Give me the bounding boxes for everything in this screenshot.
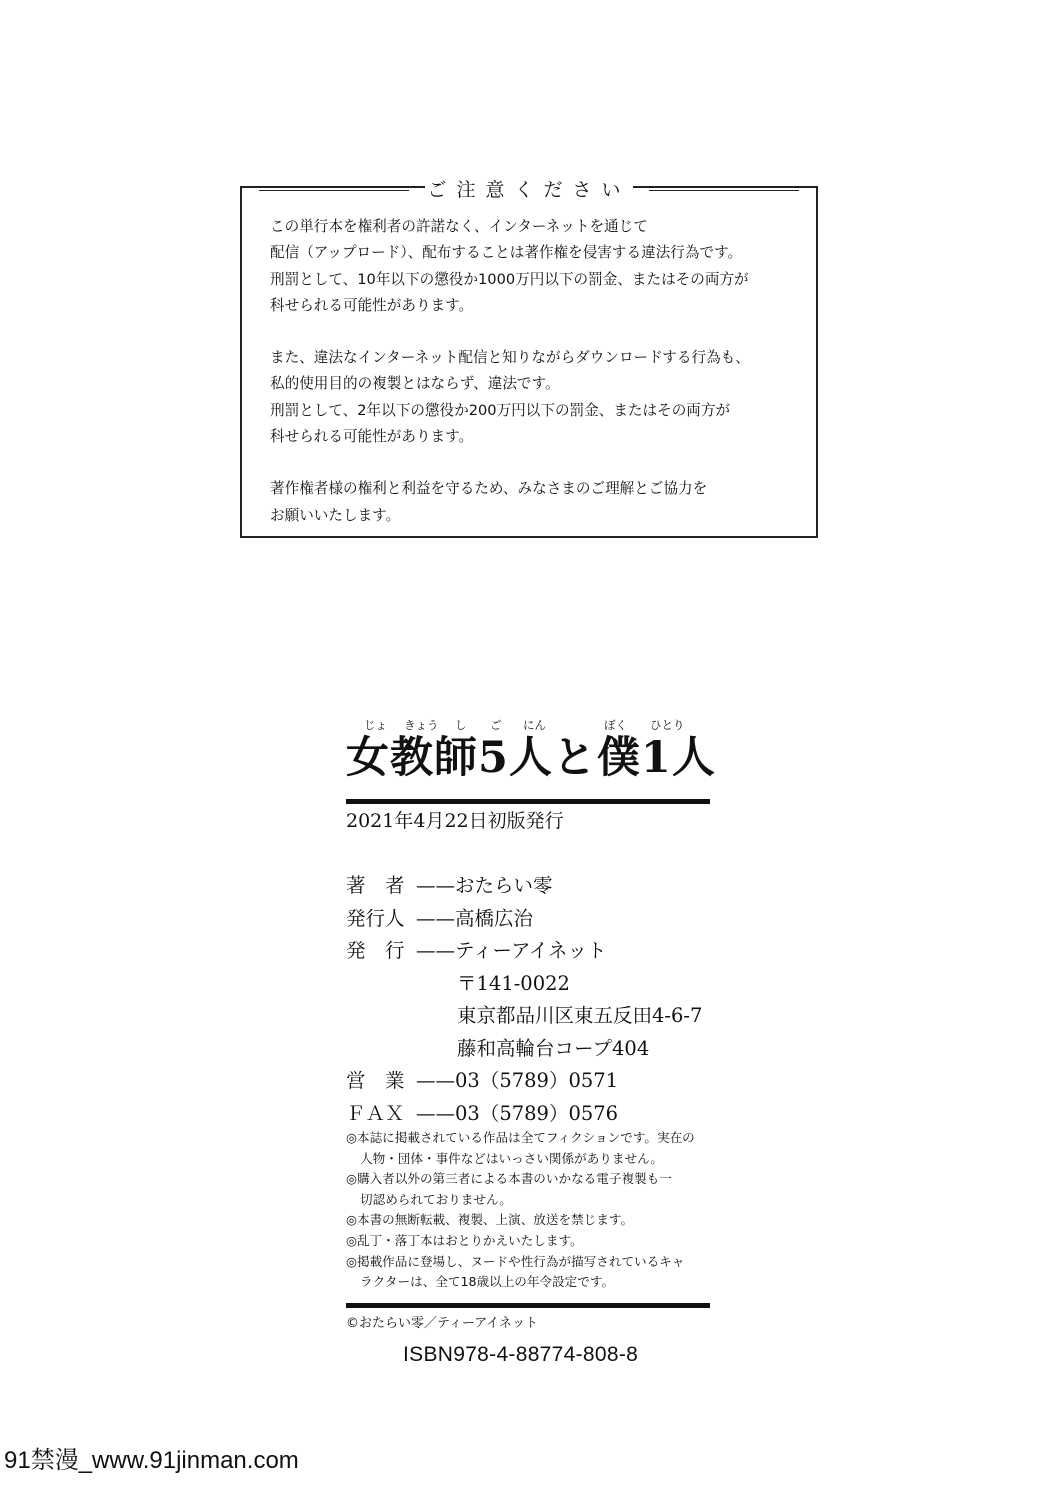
- ruby-text: じょ: [364, 718, 387, 732]
- notice-line: 刑罰として、2年以下の懲役か200万円以下の罰金、またはその両方が: [270, 401, 731, 419]
- credit-dash: ——: [416, 1101, 455, 1125]
- ruby-text: し: [455, 718, 467, 732]
- ruby-text: きょう: [404, 718, 439, 732]
- ruby-text: ぼく: [604, 718, 627, 732]
- credit-value: ティーアイネット: [455, 939, 607, 962]
- title-double-rule-left: [259, 186, 409, 191]
- credit-sales: [346, 1065, 702, 1098]
- notice-line: お願いいたします。: [270, 506, 401, 524]
- credit-value: 高橋広治: [455, 906, 534, 930]
- note-line: ◎掲載作品に登場し、ヌードや性行為が描写されているキャ: [346, 1253, 685, 1269]
- credits: [346, 870, 702, 1130]
- notice-box: [240, 178, 818, 538]
- note-line: 人物・団体・事件などはいっさい関係がありません。: [360, 1150, 664, 1166]
- notice-body: [270, 214, 800, 529]
- legal-notes: [346, 1128, 695, 1293]
- credit-dash: ——: [416, 874, 455, 897]
- notice-line: 著作権者様の権利と利益を守るため、みなさまのご理解とご協力を: [270, 480, 708, 498]
- notice-line: 科せられる可能性があります。: [270, 296, 474, 314]
- notice-line: 科せられる可能性があります。: [270, 428, 474, 446]
- ruby-text: ひとり: [650, 718, 685, 732]
- credit-label: ＦＡＸ: [346, 1101, 405, 1125]
- publication-date: 2021年4月22日初版発行: [346, 810, 564, 832]
- credit-address-1: 東京都品川区東五反田4-6-7: [457, 1004, 703, 1027]
- note-line: ◎購入者以外の第三者による本書のいかなる電子複製も一: [346, 1171, 672, 1187]
- credit-label: 著 者: [346, 874, 405, 897]
- ruby-text: ご: [490, 718, 502, 732]
- copyright: ©おたらい零／ティーアイネット: [346, 1316, 539, 1331]
- note-line: ◎乱丁・落丁本はおとりかえいたします。: [346, 1232, 583, 1248]
- credit-dash: ——: [416, 1069, 455, 1092]
- credit-label: 発 行: [346, 939, 405, 962]
- credit-publisher: [346, 935, 702, 968]
- title-rule: [346, 799, 710, 804]
- notice-line: 私的使用目的の複製とはならず、違法です。: [270, 375, 560, 393]
- ruby-text: にん: [523, 718, 546, 732]
- site-watermark: 91禁漫_www.91jinman.com: [0, 1444, 352, 1478]
- credit-label: 営 業: [346, 1069, 405, 1092]
- notice-line: この単行本を権利者の許諾なく、インターネットを通じて: [270, 218, 648, 235]
- credit-value: 03（5789）0571: [455, 1069, 619, 1092]
- credit-value: 03（5789）0576: [455, 1101, 619, 1125]
- isbn: ISBN978-4-88774-808-8: [403, 1343, 639, 1366]
- credit-label: 発行人: [346, 906, 405, 930]
- book-title: 女教師5人と僕1人: [346, 733, 716, 783]
- notice-line: 刑罰として、10年以下の懲役か1000万円以下の罰金、またはその両方が: [270, 270, 749, 288]
- bottom-rule: [346, 1303, 710, 1308]
- title-double-rule-right: [649, 186, 799, 191]
- notice-line: 配信（アップロード）、配布することは著作権を侵害する違法行為です。: [270, 244, 743, 262]
- notice-title-row: [242, 174, 816, 202]
- credit-dash: ——: [416, 939, 455, 962]
- note-line: ラクターは、全て18歳以上の年令設定です。: [360, 1274, 615, 1290]
- credit-fax: [346, 1098, 702, 1131]
- note-line: ◎本誌に掲載されている作品は全てフィクションです。実在の: [346, 1130, 695, 1145]
- credit-address-2: 藤和高輪台コープ404: [457, 1036, 650, 1060]
- note-line: 切認められておりません。: [360, 1191, 512, 1207]
- credit-postal: 〒141-0022: [457, 971, 570, 995]
- note-line: ◎本書の無断転載、複製、上演、放送を禁じます。: [346, 1212, 634, 1228]
- notice-title: ご注意ください: [425, 175, 632, 202]
- credit-publisher-person: [346, 903, 702, 936]
- credit-value: おたらい零: [455, 874, 553, 897]
- notice-line: また、違法なインターネット配信と知りながらダウンロードする行為も、: [270, 349, 750, 367]
- credit-author: [346, 870, 702, 903]
- credit-dash: ——: [416, 906, 455, 930]
